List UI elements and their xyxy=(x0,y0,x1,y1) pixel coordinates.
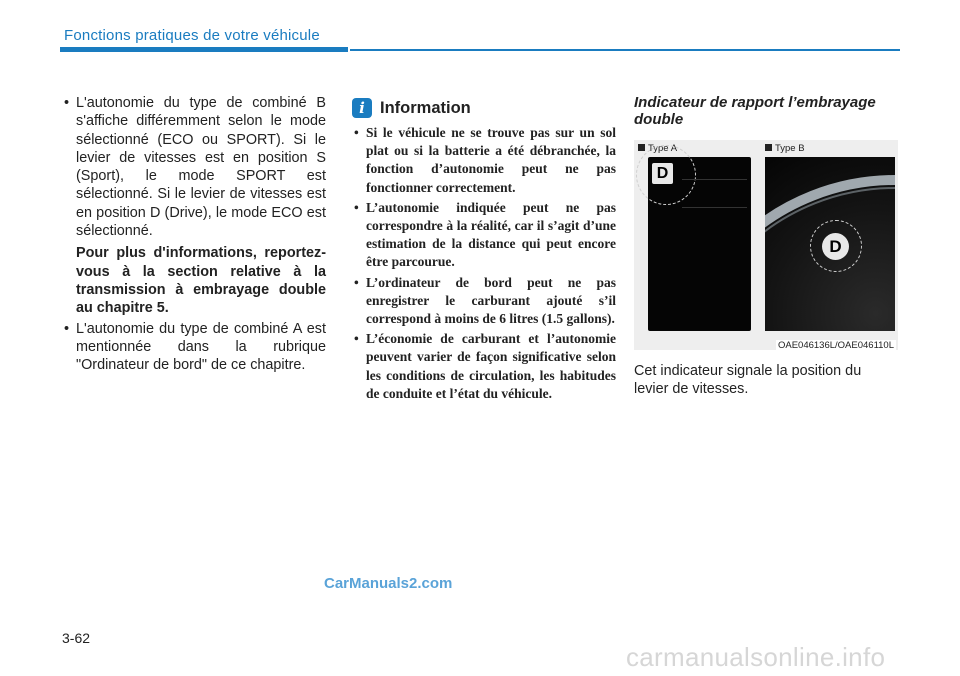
information-box xyxy=(352,96,616,405)
type-b-label: Type B xyxy=(765,143,805,154)
header-divider-line xyxy=(350,49,900,51)
information-list xyxy=(352,124,616,403)
information-item: • L’autonomie indiquée peut ne pas correspondre à la réalité, car il s’agit d’une estimation de la distance qui peut encore être parcourue. xyxy=(352,199,616,272)
column-autonomy-notes xyxy=(62,94,326,374)
display-divider xyxy=(682,207,747,208)
header-accent-bar xyxy=(60,47,348,52)
information-title: Information xyxy=(380,98,471,117)
bullet-combine-b: • L'autonomie du type de combiné B s'affiche différemment selon le mode sélectionné (ECO ou SPORT). Si le levier de vitesses est en position S (Sport), le mode SPORT est sélectionné. Si le levier de vitesses est en position D (Drive), le mode ECO est sélectionné. xyxy=(62,94,326,240)
information-header xyxy=(352,96,616,120)
page-number: 3-62 xyxy=(62,630,91,646)
gear-d-circle-icon: D xyxy=(822,233,849,260)
information-item: • Si le véhicule ne se trouve pas sur un sol plat ou si la batterie a été débranchée, la fonction d’autonomie peut ne pas fonctionner correctement. xyxy=(352,124,616,197)
note-transmission-reference: Pour plus d'informations, reportez-vous à la section relative à la transmission à embrayage double au chapitre 5. xyxy=(76,245,326,317)
watermark-link[interactable]: CarManuals2.com xyxy=(324,575,453,592)
bullet-combine-a: • L'autonomie du type de combiné A est mentionnée dans la rubrique "Ordinateur de bord" de ce chapitre. xyxy=(62,320,326,375)
display-divider xyxy=(682,179,747,180)
section-header-title: Fonctions pratiques de votre véhicule xyxy=(64,27,320,44)
figure-code: OAE046136L/OAE046110L xyxy=(777,340,894,351)
information-item: • L’ordinateur de bord peut ne pas enregistrer le carburant ajouté s’il correspond à moins de 6 litres (1.5 gallons). xyxy=(352,274,616,329)
gear-indicator-title: Indicateur de rapport l’embrayage double xyxy=(634,94,876,128)
information-item: • L’économie de carburant et l’autonomie peuvent varier de façon significative selon les conditions de circulation, les habitudes de conduite et l’état du véhicule. xyxy=(352,330,616,403)
info-icon: i xyxy=(352,98,372,118)
square-bullet-icon xyxy=(638,144,645,151)
square-bullet-icon xyxy=(765,144,772,151)
gear-indicator-figure xyxy=(634,140,898,350)
footer-watermark: carmanualsonline.info xyxy=(626,642,886,672)
column-gear-indicator xyxy=(634,94,898,398)
cluster-type-a-display xyxy=(648,157,751,331)
type-a-label: Type A xyxy=(638,143,677,154)
gear-indicator-description: Cet indicateur signale la position du levier de vitesses. xyxy=(634,363,862,397)
gear-d-square-icon: D xyxy=(652,163,673,184)
cluster-type-b-display xyxy=(765,157,895,331)
